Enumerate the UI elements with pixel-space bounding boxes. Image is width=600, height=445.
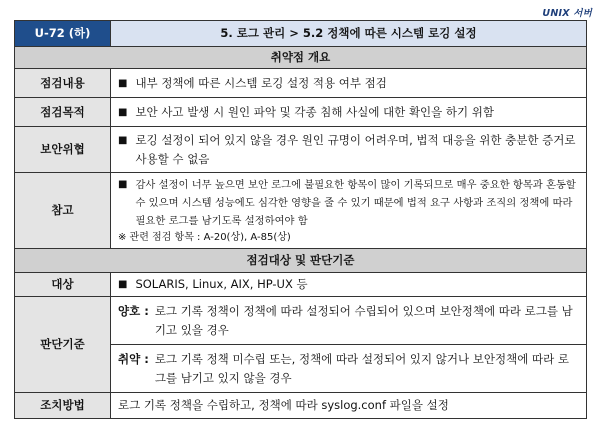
target-row: [15, 273, 587, 297]
good-text: 로그 기록 정책이 정책에 따라 설정되어 수립되어 있으며 보안정책에 따라 로그를 남기고 있을 경우: [154, 303, 573, 337]
document-header-note: UNIX 서버: [542, 8, 592, 19]
square-bullet-icon: ■: [118, 178, 128, 190]
check-purpose-text: 보안 사고 발생 시 원인 파악 및 각종 침해 사실에 대한 확인을 하기 위함: [135, 104, 495, 119]
row-value-target: [111, 273, 587, 297]
square-bullet-icon: ■: [118, 106, 128, 118]
vulnerable-key: 취약 :: [118, 351, 149, 366]
judgement-good-row: [15, 297, 587, 345]
row-label-judgement: 판단기준: [15, 297, 111, 393]
row-label-check-purpose: 점검목적: [15, 98, 111, 127]
row-label-target: 대상: [15, 273, 111, 297]
item-code: U-72 (하): [15, 21, 111, 47]
target-text: SOLARIS, Linux, AIX, HP-UX 등: [135, 277, 308, 291]
good-key: 양호 :: [118, 303, 149, 318]
section-header-row: [15, 249, 587, 273]
square-bullet-icon: ■: [118, 77, 128, 89]
section-heading-overview: 취약점 개요: [15, 47, 587, 69]
row-value-reference: [111, 173, 587, 249]
related-items-note: ※ 관련 점검 항목 : A-20(상), A-85(상): [118, 231, 291, 243]
row-value-check-content: [111, 69, 587, 98]
title-row: [15, 21, 587, 47]
row-label-check-content: 점검내용: [15, 69, 111, 98]
row-value-security-threat: [111, 127, 587, 173]
reference-row: [15, 173, 587, 249]
action-text: 로그 기록 정책을 수립하고, 정책에 따라 syslog.conf 파일을 설정: [111, 393, 587, 419]
vulnerability-table: [14, 20, 587, 419]
judgement-good-cell: [111, 297, 587, 345]
security-threat-text: 로깅 설정이 되어 있지 않을 경우 원인 규명이 어려우며, 법적 대응을 위한 충분한 증거로 사용할 수 없음: [135, 132, 576, 166]
item-title: 5. 로그 관리 > 5.2 정책에 따른 시스템 로깅 설정: [111, 21, 587, 47]
row-label-action: 조치방법: [15, 393, 111, 419]
row-label-reference: 참고: [15, 173, 111, 249]
square-bullet-icon: ■: [118, 134, 128, 146]
section-header-row: [15, 47, 587, 69]
reference-text: 감사 설정이 너무 높으면 보안 로그에 불필요한 항목이 많이 기록되므로 매우 중요한 항목과 혼동할 수 있으며 시스템 성능에도 심각한 영향을 줄 수 있기 때문에 법적 요구 사항과 조직의 정책에 따라 필요한 로그를 남기도록 설정하여야 함: [135, 178, 576, 227]
section-heading-criteria: 점검대상 및 판단기준: [15, 249, 587, 273]
check-content-text: 내부 정책에 따른 시스템 로깅 설정 적용 여부 점검: [135, 75, 387, 90]
row-label-security-threat: 보안위협: [15, 127, 111, 173]
vulnerable-text: 로그 기록 정책 미수립 또는, 정책에 따라 설정되어 있지 않거나 보안정책에 따라 로그를 남기고 있지 않을 경우: [154, 351, 569, 385]
check-content-row: [15, 69, 587, 98]
action-row: [15, 393, 587, 419]
security-threat-row: [15, 127, 587, 173]
row-value-check-purpose: [111, 98, 587, 127]
square-bullet-icon: ■: [118, 279, 128, 290]
check-purpose-row: [15, 98, 587, 127]
judgement-vulnerable-cell: [111, 345, 587, 393]
